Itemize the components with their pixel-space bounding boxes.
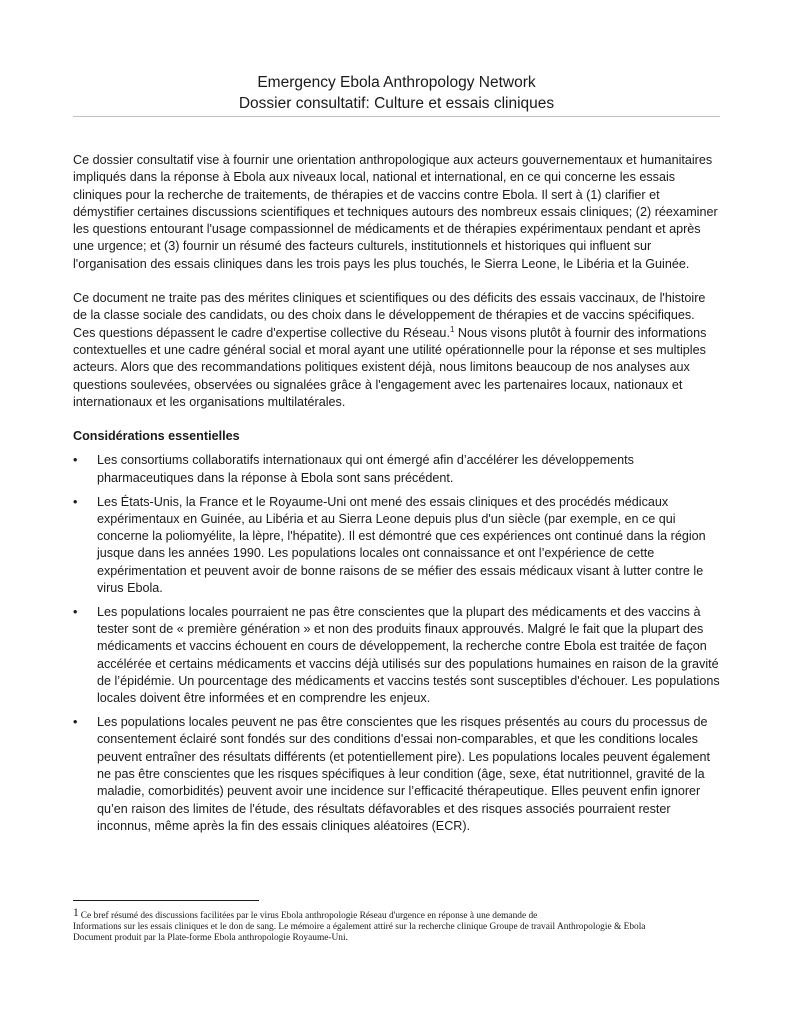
key-considerations-list [73, 452, 720, 835]
footnote-text-1: Ce bref résumé des discussions facilitées par le virus Ebola anthropologie Réseau d'urgence en réponse à une demande de [80, 911, 538, 921]
network-title: Emergency Ebola Anthropology Network [257, 74, 536, 91]
document-body [73, 152, 720, 842]
dossier-title: Dossier consultatif: Culture et essais cliniques [238, 95, 555, 112]
header-divider [73, 116, 720, 117]
bullet-icon: • [73, 494, 78, 509]
list-item-text: Les États-Unis, la France et le Royaume-Uni ont mené des essais cliniques et des procédés médicaux expérimentaux en Guinée, au Libéria et au Sierra Leone depuis plus d'un siècle (par exemple, en ce qui concerne la poliomyélite, la lèpre, l'hépatite). Il est démontré que ces expériences ont continué dans la région jusque dans les années 1990. Les populations locales ont connaissance et ont l’expérience de cette expérimentation et peuvent avoir de bonne raisons de se méfier des essais médicaux visant à lutter contre le virus Ebola. [97, 494, 706, 596]
bullet-icon: • [73, 715, 78, 730]
scope-paragraph [73, 290, 720, 411]
footnote-reference[interactable]: 1 [449, 324, 455, 334]
footnote-mark: 1 [73, 907, 79, 919]
list-item [73, 452, 720, 487]
intro-paragraph: Ce dossier consultatif vise à fournir une orientation anthropologique aux acteurs gouvernementaux et humanitaires impliqués dans la réponse à Ebola aux niveaux local, national et international, en ce qui concerne les essais cliniques pour la recherche de traitements, de thérapies et de vaccins contre Ebola. Il sert à (1) clarifier et démystifier certaines discussions scientifiques et techniques autours des nombreux essais cliniques; (2) réexaminer les questions entourant l'usage compassionnel de médicaments et de thérapies expérimentaux pendant et après une urgence; et (3) fournir un résumé des facteurs culturels, institutionnels et historiques qui influent sur l'organisation des essais cliniques dans les trois pays les plus touchés, le Sierra Leone, le Libéria et la Guinée. [73, 153, 718, 271]
bullet-icon: • [73, 604, 78, 619]
list-item-text: Les consortiums collaboratifs internationaux qui ont émergé afin d’accélérer les développements pharmaceutiques dans la réponse à Ebola sont sans précédent. [97, 453, 634, 485]
footnote [73, 908, 733, 944]
footnote-divider [73, 900, 259, 901]
list-item-text: Les populations locales pourraient ne pas être conscientes que la plupart des médicaments et des vaccins à tester sont de « première génération » et non des produits finaux approuvés. Malgré le fait que la plupart des médicaments et vaccins échouent en cours de développement, la recherche contre Ebola est traitée de façon accélérée et certains médicaments et vaccins déjà utilisés sur des populations humaines en raison de la gravité de l’épidémie. Un pourcentage des médicaments et vaccins testés sont susceptibles d'échouer. Les populations locales doivent être informées et en comprendre les enjeux. [97, 604, 720, 706]
footnote-line-2: Informations sur les essais cliniques et le don de sang. Le mémoire a également attiré sur la recherche clinique Groupe de travail Anthropologie & Ebola [73, 922, 646, 932]
footnote-line-3: Document produit par la Plate-forme Ebola anthropologie Royaume-Uni. [73, 933, 348, 943]
key-considerations-heading: Considérations essentielles [73, 429, 240, 444]
scope-text-before-note: Ce document ne traite pas des mérites cliniques et scientifiques ou des déficits des essais vaccinaux, de l'histoire de la classe sociale des candidats, ou des choix dans le développement de thérapies et de vaccins spécifiques. Ces questions dépassent le cadre d'expertise collective du Réseau. [73, 291, 706, 340]
bullet-icon: • [73, 453, 78, 468]
list-item [73, 494, 720, 598]
list-item-text: Les populations locales peuvent ne pas être conscientes que les risques présentés au cours du processus de consentement éclairé sont fondés sur des conditions d'essai non-comparables, et que les conditions locales peuvent entraîner des résultats différents (et potentiellement pire). Les populations locales peuvent également ne pas être conscientes que les risques spécifiques à leur condition (âge, sexe, état nutritionnel, gravité de la maladie, comorbidités) peuvent avoir une incidence sur l’efficacité thérapeutique. Elles peuvent enfin ignorer qu’en raison des limites de l'étude, des résultats défavorables et des risques associés pourraient rester inconnus, même après la fin des essais cliniques aléatoires (ECR). [97, 715, 711, 833]
list-item [73, 604, 720, 708]
document-header [73, 72, 720, 114]
scope-text-after-note: Nous visons plutôt à fournir des informations contextuelles et une cadre général social et moral ayant une utilité opérationnelle pour la réponse et ses multiples acteurs. Alors que des recommandations politiques existent déjà, nous limitons beaucoup de nos analyses aux questions soulevées, observées ou signalées grâce à l'engagement avec les partenaires locaux, nationaux et internationaux et les organisations multilatérales. [73, 325, 707, 409]
list-item [73, 714, 720, 835]
footnote-line-1 [73, 908, 733, 922]
